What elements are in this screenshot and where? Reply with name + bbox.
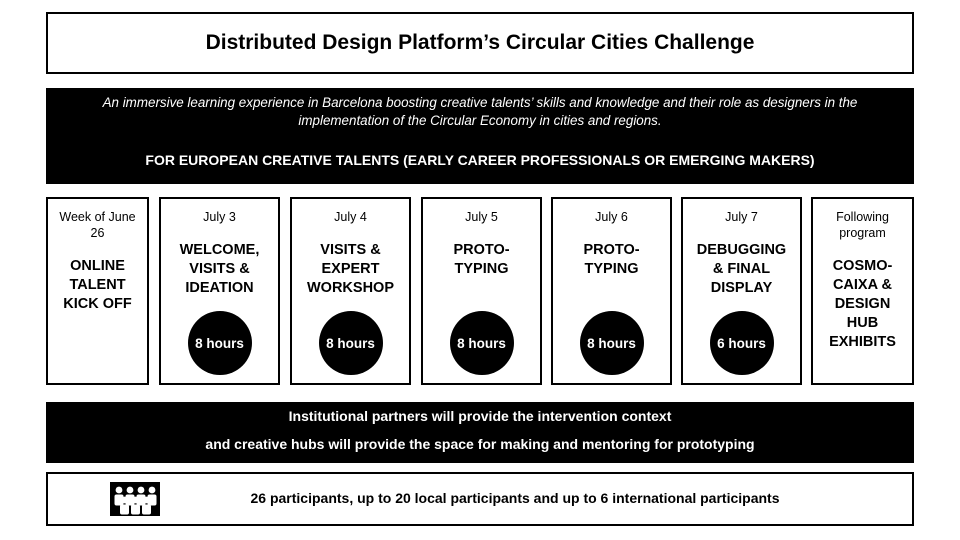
day-date: July 3 bbox=[203, 210, 236, 224]
day-date: July 4 bbox=[334, 210, 367, 224]
day-date: July 5 bbox=[465, 210, 498, 224]
intro-description: An immersive learning experience in Barcelona boosting creative talents’ skills and knowledge and their role as designers in the implementation of the Circular Economy in cities and regions. bbox=[102, 95, 858, 128]
day-activity: PROTO- TYPING bbox=[453, 242, 510, 277]
hours-badge: 8 hours bbox=[580, 311, 644, 375]
page-title: Distributed Design Platform’s Circular Cities Challenge bbox=[205, 31, 755, 54]
day-card-following-program bbox=[811, 197, 914, 385]
day-card-kickoff bbox=[46, 197, 149, 385]
hours-badge: 6 hours bbox=[710, 311, 774, 375]
day-date: Week of June 26 bbox=[59, 210, 136, 240]
day-activity: DEBUGGING & FINAL DISPLAY bbox=[696, 242, 787, 296]
day-activity: ONLINE TALENT KICK OFF bbox=[63, 258, 132, 312]
participants-box bbox=[46, 472, 914, 526]
partners-line-2: and creative hubs will provide the space for making and mentoring for prototyping bbox=[205, 436, 755, 452]
day-date: Following program bbox=[836, 210, 889, 240]
group-of-people-icon bbox=[110, 482, 160, 516]
day-activity: VISITS & EXPERT WORKSHOP bbox=[307, 242, 394, 296]
day-date: July 7 bbox=[725, 210, 758, 224]
partners-box bbox=[46, 402, 914, 463]
day-activity: WELCOME, VISITS & IDEATION bbox=[179, 242, 260, 296]
hours-badge: 8 hours bbox=[188, 311, 252, 375]
partners-line-1: Institutional partners will provide the intervention context bbox=[288, 408, 672, 424]
day-activity: COSMO- CAIXA & DESIGN HUB EXHIBITS bbox=[829, 258, 896, 350]
hours-badge: 8 hours bbox=[450, 311, 514, 375]
intro-box bbox=[46, 88, 914, 184]
hours-badge: 8 hours bbox=[319, 311, 383, 375]
title-box bbox=[46, 12, 914, 74]
day-card-july-7 bbox=[681, 197, 802, 385]
day-activity: PROTO- TYPING bbox=[583, 242, 640, 277]
day-date: July 6 bbox=[595, 210, 628, 224]
day-card-july-3 bbox=[159, 197, 280, 385]
day-card-july-5 bbox=[421, 197, 542, 385]
day-card-july-4 bbox=[290, 197, 411, 385]
target-audience: FOR EUROPEAN CREATIVE TALENTS (EARLY CAREER PROFESSIONALS OR EMERGING MAKERS) bbox=[145, 152, 815, 168]
day-card-july-6 bbox=[551, 197, 672, 385]
participants-summary: 26 participants, up to 20 local participants and up to 6 international participants bbox=[250, 490, 780, 506]
